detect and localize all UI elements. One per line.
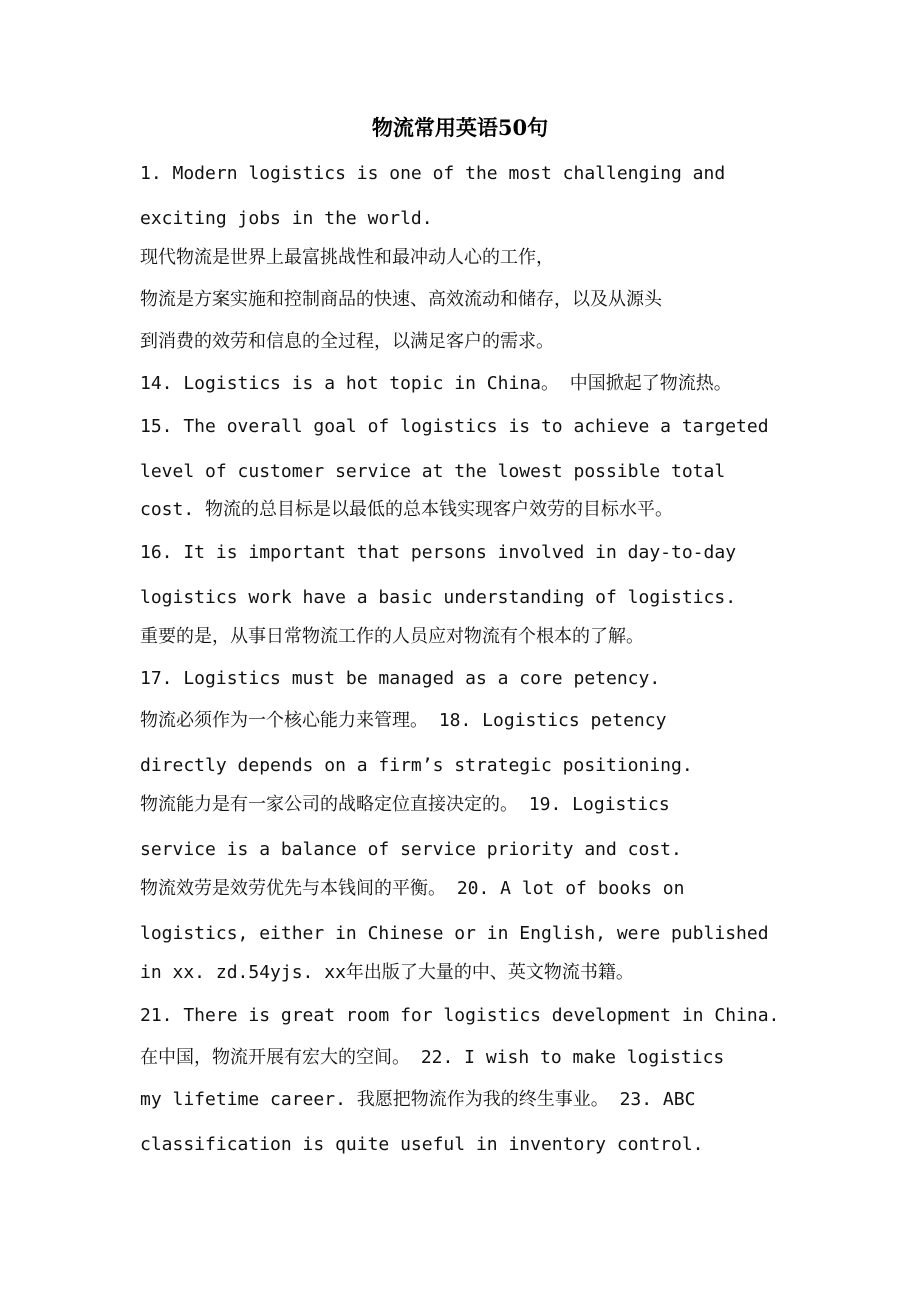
text-line: 重要的是，从事日常物流工作的人员应对物流有个根本的了解。 <box>140 626 644 647</box>
text-line: 物流必须作为一个核心能力来管理。 18. Logistics petency <box>140 710 667 731</box>
text-line: level of customer service at the lowest possible total <box>140 461 726 482</box>
text-line: in xx. zd.54yjs. xx年出版了大量的中、英文物流书籍。 <box>140 962 634 983</box>
text-line: exciting jobs in the world. <box>140 208 433 229</box>
text-line: 15. The overall goal of logistics is to achieve a targeted <box>140 416 769 437</box>
text-line: directly depends on a firm’s strategic positioning. <box>140 755 693 776</box>
text-line: classification is quite useful in inventory control. <box>140 1134 704 1155</box>
text-line: logistics work have a basic understanding of logistics. <box>140 587 737 608</box>
text-line: my lifetime career. 我愿把物流作为我的终生事业。 23. ABC <box>140 1089 696 1110</box>
text-line: 在中国，物流开展有宏大的空间。 22. I wish to make logistics <box>140 1047 725 1068</box>
text-line: 物流能力是有一家公司的战略定位直接决定的。 19. Logistics <box>140 794 670 815</box>
text-line: logistics, either in Chinese or in English, were published <box>140 923 769 944</box>
text-line: 1. Modern logistics is one of the most challenging and <box>140 163 726 184</box>
text-line: 16. It is important that persons involved in day-to-day <box>140 542 737 563</box>
text-line: 17. Logistics must be managed as a core petency. <box>140 668 661 689</box>
text-line: 14. Logistics is a hot topic in China。 中国掀起了物流热。 <box>140 373 732 394</box>
document-title: 物流常用英语50句 <box>371 115 549 140</box>
text-line: 到消费的效劳和信息的全过程，以满足客户的需求。 <box>140 331 554 352</box>
text-line: service is a balance of service priority and cost. <box>140 839 682 860</box>
text-line: 物流效劳是效劳优先与本钱间的平衡。 20. A lot of books on <box>140 878 685 899</box>
text-line: 21. There is great room for logistics development in China. <box>140 1005 780 1026</box>
text-line: cost. 物流的总目标是以最低的总本钱实现客户效劳的目标水平。 <box>140 499 674 520</box>
text-line: 现代物流是世界上最富挑战性和最冲动人心的工作， <box>140 247 554 268</box>
text-line: 物流是方案实施和控制商品的快速、高效流动和储存，以及从源头 <box>140 289 662 310</box>
